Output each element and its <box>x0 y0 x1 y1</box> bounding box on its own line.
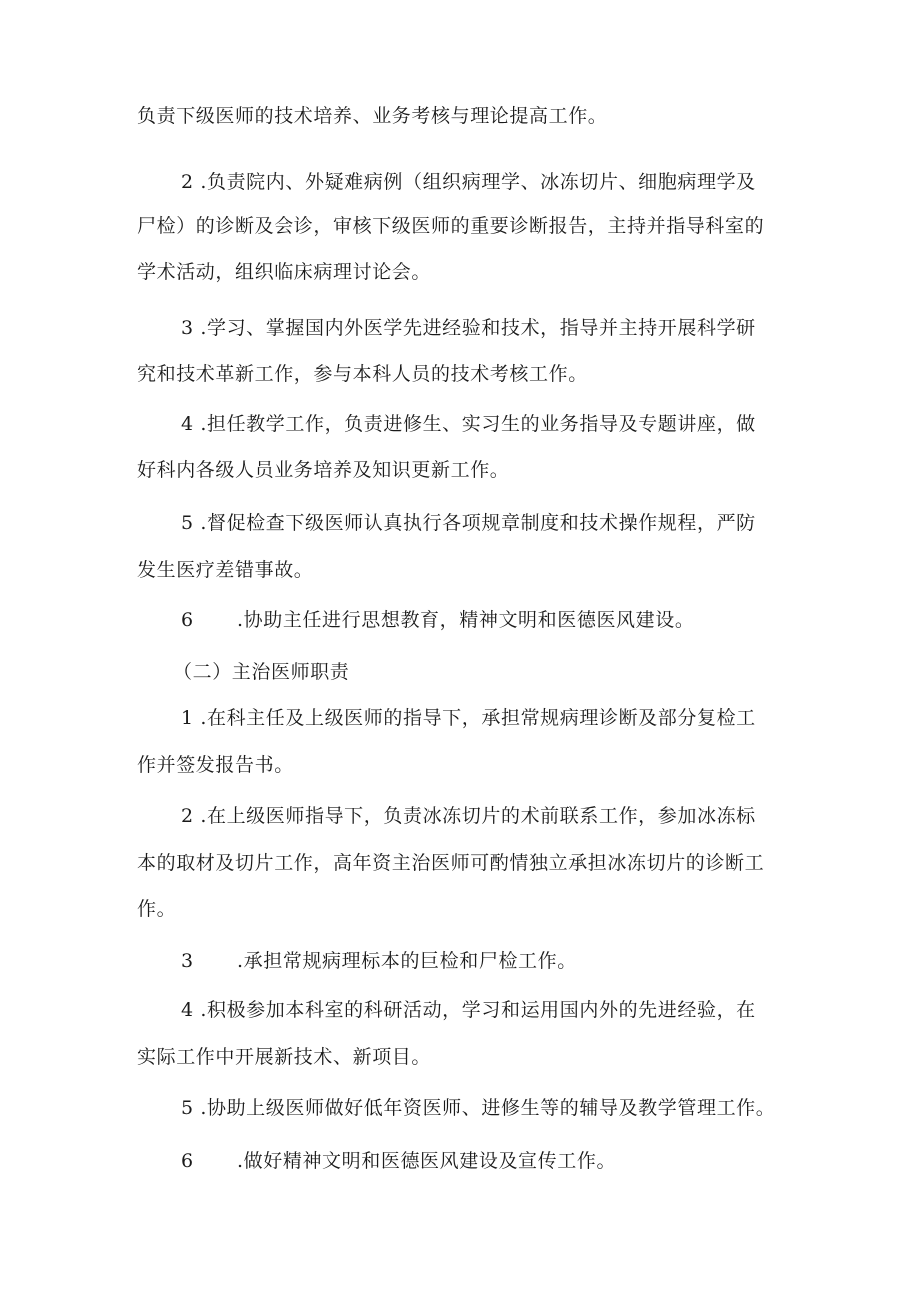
duty-5-line-1: 5 .督促检查下级医师认真执行各项规章制度和技术操作规程，严防 <box>181 512 756 534</box>
attending-duty-4-line-2: 实际工作中开展新技术、新项目。 <box>137 1046 432 1068</box>
attending-duty-6-line <box>181 1148 616 1174</box>
duty-2-line-1: 2 .负责院内、外疑难病例（组织病理学、冰冻切片、细胞病理学及 <box>181 171 756 193</box>
duty-6-line <box>181 607 694 633</box>
attending-duty-3-number: 3 <box>181 950 194 972</box>
duty-5-line-2: 发生医疗差错事故。 <box>137 559 314 581</box>
attending-duty-2-line-3: 作。 <box>137 898 177 920</box>
duty-4-line-1: 4 .担任教学工作，负责进修生、实习生的业务指导及专题讲座，做 <box>181 413 756 435</box>
attending-duty-6-text: .做好精神文明和医德医风建设及宣传工作。 <box>237 1150 617 1172</box>
intro-line-1: 负责下级医师的技术培养、业务考核与理论提高工作。 <box>137 105 608 127</box>
attending-duty-1-line-1: 1 .在科主任及上级医师的指导下，承担常规病理诊断及部分复检工 <box>181 707 756 729</box>
duty-2-line-2: 尸检）的诊断及会诊，审核下级医师的重要诊断报告，主持并指导科室的 <box>137 215 765 237</box>
section-2-heading: （二）主治医师职责 <box>173 661 350 683</box>
attending-duty-2-line-1: 2 .在上级医师指导下，负责冰冻切片的术前联系工作，参加冰冻标 <box>181 805 756 827</box>
attending-duty-3-line <box>181 948 577 974</box>
duty-4-line-2: 好科内各级人员业务培养及知识更新工作。 <box>137 459 510 481</box>
attending-duty-1-line-2: 作并签发报告书。 <box>137 754 294 776</box>
attending-duty-2-line-2: 本的取材及切片工作，高年资主治医师可酌情独立承担冰冻切片的诊断工 <box>137 852 765 874</box>
attending-duty-6-number: 6 <box>181 1150 194 1172</box>
duty-6-number: 6 <box>181 609 194 631</box>
duty-3-line-1: 3 .学习、掌握国内外医学先进经验和技术，指导并主持开展科学研 <box>181 317 756 339</box>
duty-2-line-3: 学术活动，组织临床病理讨论会。 <box>137 261 432 283</box>
attending-duty-4-line-1: 4 .积极参加本科室的科研活动，学习和运用国内外的先进经验，在 <box>181 999 756 1021</box>
attending-duty-5-line: 5 .协助上级医师做好低年资医师、进修生等的辅导及教学管理工作。 <box>181 1097 776 1119</box>
attending-duty-3-text: .承担常规病理标本的巨检和尸检工作。 <box>237 950 577 972</box>
duty-6-text: .协助主任进行思想教育，精神文明和医德医风建设。 <box>237 609 695 631</box>
duty-3-line-2: 究和技术革新工作，参与本科人员的技术考核工作。 <box>137 363 588 385</box>
